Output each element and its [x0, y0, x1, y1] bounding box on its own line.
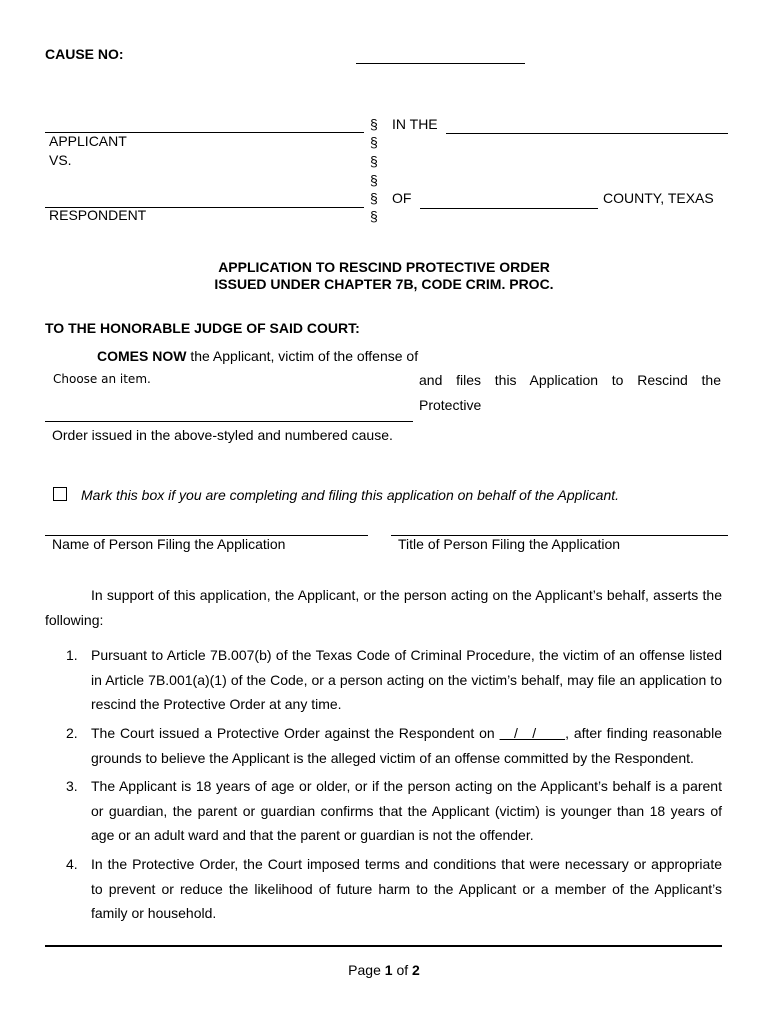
section-symbol: §	[370, 134, 378, 150]
section-symbol: §	[370, 116, 378, 132]
list-text: Pursuant to Article 7B.007(b) of the Texas Code of Criminal Procedure, the victim of an offense listed in Article 7B.001(a)(1) of the Code, or a person acting on the victim’s behalf, may file an application to rescind the Protective Order at any time.	[91, 647, 722, 712]
order-date-field[interactable]: / /	[499, 725, 566, 741]
page-total: 2	[412, 962, 420, 978]
salutation: TO THE HONORABLE JUDGE OF SAID COURT:	[45, 320, 360, 336]
list-number: 2.	[66, 725, 78, 741]
cause-no-field[interactable]	[356, 63, 525, 64]
support-line1: In support of this application, the Applicant, or the person acting on the Applicant’s behalf, asserts the	[91, 587, 722, 603]
comes-now-text: COMES NOW	[97, 348, 187, 364]
intro-rest-text: the Applicant, victim of the offense of	[186, 348, 419, 364]
support-paragraph	[45, 583, 722, 632]
on-behalf-checkbox[interactable]	[53, 487, 67, 501]
support-line2: following:	[45, 611, 104, 628]
on-behalf-label: Mark this box if you are completing and filing this application on behalf of the Applicant.	[81, 487, 620, 503]
list-text: The Applicant is 18 years of age or older, or if the person acting on the Applicant’s behalf is a parent or guardian, the parent or guardian confirms that the Applicant (victim) is younger than 18 years of age or an adult ward and that the parent or guardian is not the offender.	[91, 778, 722, 843]
list-text: In the Protective Order, the Court imposed terms and conditions that were necessary or appropriate to prevent or reduce the likelihood of future harm to the Applicant or a member of the Applicant’s family or household.	[91, 856, 722, 921]
applicant-label: APPLICANT	[49, 133, 127, 149]
section-symbol: §	[370, 190, 378, 206]
files-text-line1: and files this Application to Rescind the	[419, 372, 721, 388]
document-title-line2: ISSUED UNDER CHAPTER 7B, CODE CRIM. PROC.	[214, 276, 554, 292]
list-item	[46, 852, 722, 924]
county-name-field[interactable]	[420, 208, 598, 209]
filer-title-label: Title of Person Filing the Application	[398, 536, 621, 552]
files-text-line2: Protective	[419, 396, 482, 413]
list-number: 1.	[66, 647, 78, 663]
list-number: 4.	[66, 856, 78, 872]
document-title-line1: APPLICATION TO RESCIND PROTECTIVE ORDER	[218, 259, 550, 275]
list-item	[46, 643, 722, 715]
section-symbol: §	[370, 172, 378, 188]
respondent-label: RESPONDENT	[49, 207, 147, 223]
footer-divider	[45, 945, 722, 947]
list-item	[46, 774, 722, 846]
of-word: of	[396, 962, 409, 978]
list-text	[91, 721, 722, 770]
county-texas-label: COUNTY, TEXAS	[603, 190, 714, 206]
order-line: Order issued in the above-styled and numbered cause.	[52, 427, 393, 443]
page-indicator	[0, 962, 768, 978]
in-the-label: IN THE	[392, 116, 438, 132]
court-name-field[interactable]	[446, 133, 728, 134]
cause-no-label: CAUSE NO:	[45, 46, 124, 62]
offense-dropdown-underline	[45, 421, 413, 422]
page-word: Page	[348, 962, 381, 978]
offense-dropdown[interactable]: Choose an item.	[53, 372, 151, 386]
list-text-after: , after finding reasonable grounds to believe the Applicant is the alleged victim of an offense committed by the Respondent.	[91, 725, 722, 766]
page-current: 1	[384, 962, 393, 978]
list-item	[46, 721, 722, 769]
section-symbol: §	[370, 208, 378, 224]
files-text	[419, 368, 721, 417]
of-label: OF	[392, 190, 412, 206]
filer-name-label: Name of Person Filing the Application	[52, 536, 286, 552]
vs-label: VS.	[49, 152, 72, 168]
intro-line	[97, 348, 418, 364]
list-text-before: The Court issued a Protective Order against the Respondent on	[91, 725, 500, 741]
list-number: 3.	[66, 778, 78, 794]
section-symbol: §	[370, 153, 378, 169]
